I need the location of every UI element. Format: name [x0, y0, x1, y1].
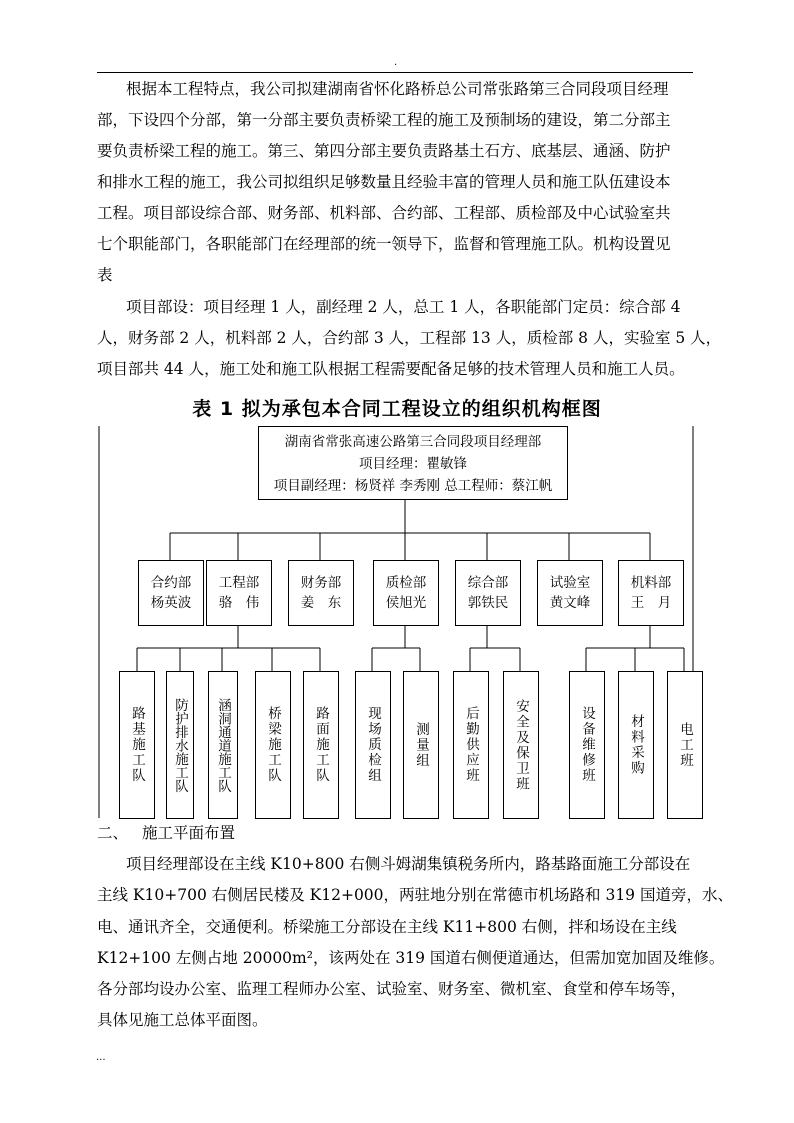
team-label: 设备维修班 [579, 706, 595, 784]
text-line: 项目经理部设在主线 K10+800 右侧斗姆湖集镇税务所内，路基路面施工分部设在 [126, 855, 691, 873]
team-logistics [453, 671, 489, 819]
text-line: 项目部共 44 人，施工处和施工队根据工程需要配备足够的技术管理人员和施工人员。 [97, 360, 685, 378]
team-security [503, 671, 539, 819]
text-line: 工程。项目部设综合部、财务部、机料部、合约部、工程部、质检部及中心试验室共 [97, 204, 671, 222]
header-mark: . [394, 57, 398, 68]
text-line: 各分部均设办公室、监理工程师办公室、试验室、财务室、微机室、食堂和停车场等， [97, 980, 687, 998]
text-line: 具体见施工总体平面图。 [97, 1011, 268, 1029]
team-purchasing [618, 671, 654, 819]
team-equipment [569, 671, 605, 819]
dept-materials [618, 560, 684, 626]
team-culvert [208, 671, 238, 819]
dept-name: 机料部 [630, 575, 672, 591]
dept-head: 杨英波 [150, 595, 192, 611]
text-line: 主线 K10+700 右侧居民楼及 K12+000，两驻地分别在常德市机场路和 319 国道旁，水、 [97, 886, 733, 904]
text-line: 和排水工程的施工，我公司拟组织足够数量且经验丰富的管理人员和施工队伍建设本 [97, 173, 671, 191]
dept-engineering [206, 560, 272, 626]
team-label: 防护排水施工队 [172, 697, 188, 793]
text-line: 根据本工程特点，我公司拟建湖南省怀化路桥总公司常张路第三合同段项目经理 [126, 80, 669, 98]
team-label: 现场质检组 [365, 706, 381, 784]
team-label: 路面施工队 [313, 706, 329, 784]
project-manager-box [258, 426, 568, 500]
dept-head: 黄文峰 [549, 595, 591, 611]
project-office-title: 湖南省常张高速公路第三合同段项目经理部 [284, 434, 542, 450]
team-roadbed [119, 671, 155, 819]
text-line: 人，财务部 2 人，机料部 2 人，合约部 3 人，工程部 13 人，质检部 8 人，实验室 5 人， [97, 329, 722, 347]
team-label: 路基施工队 [129, 706, 145, 784]
dept-head: 郭铁民 [467, 595, 509, 611]
footer-mark: ... [96, 1052, 106, 1063]
team-label: 安全及保卫班 [513, 698, 529, 792]
team-bridge [255, 671, 291, 819]
header-rule [97, 72, 693, 73]
team-survey [403, 671, 439, 819]
team-field-qc [355, 671, 391, 819]
dept-head: 侯旭光 [385, 595, 427, 611]
team-electrician [667, 671, 703, 819]
dept-name: 工程部 [218, 575, 260, 591]
dept-name: 财务部 [300, 575, 342, 591]
dept-laboratory [537, 560, 603, 626]
team-protection-drainage [166, 671, 194, 819]
dept-head: 姜 东 [300, 595, 342, 611]
text-line: 七个职能部门，各职能部门在经理部的统一领导下，监督和管理施工队。机构设置见 [97, 235, 671, 253]
dept-head: 王 月 [630, 595, 672, 611]
dept-quality [373, 560, 439, 626]
section-heading: 施工平面布置 [142, 824, 236, 842]
dept-general [455, 560, 521, 626]
dept-finance [288, 560, 354, 626]
dept-name: 质检部 [385, 575, 427, 591]
text-line: 要负责桥梁工程的施工。第三、第四分部主要负责路基土石方、底基层、通涵、防护 [97, 142, 671, 160]
text-line: 项目部设：项目经理 1 人，副经理 2 人，总工 1 人，各职能部门定员：综合部 4 [126, 298, 681, 316]
text-line: 电、通讯齐全，交通便利。桥梁施工分部设在主线 K11+800 右侧，拌和场设在主线 [97, 918, 677, 936]
project-manager-line: 项目经理：瞿敏锋 [359, 456, 467, 472]
team-label: 涵洞通道施工队 [215, 697, 231, 793]
text-line: K12+100 左侧占地 20000m²，该两处在 319 国道右侧便道通达，但需加宽加固及维修。 [97, 949, 725, 967]
dept-name: 试验室 [549, 575, 591, 591]
team-label: 测量组 [413, 721, 429, 769]
deputy-managers-line: 项目副经理：杨贤祥 李秀刚 总工程师：蔡江帆 [273, 478, 553, 494]
team-label: 后勤供应班 [463, 706, 479, 784]
text-line: 表 [97, 266, 113, 284]
org-chart-caption: 表 1 拟为承包本合同工程设立的组织机构框图 [192, 398, 602, 420]
team-label: 电工班 [677, 721, 693, 769]
team-label: 材料采购 [628, 714, 644, 776]
text-line: 部，下设四个分部，第一分部主要负责桥梁工程的施工及预制场的建设，第二分部主 [97, 111, 671, 129]
team-label: 桥梁施工队 [265, 706, 281, 784]
team-pavement [303, 671, 339, 819]
dept-name: 合约部 [150, 575, 192, 591]
dept-head: 骆 伟 [218, 595, 260, 611]
dept-name: 综合部 [467, 575, 509, 591]
dept-contracts [138, 560, 204, 626]
section-heading-number: 二、 [97, 824, 129, 842]
